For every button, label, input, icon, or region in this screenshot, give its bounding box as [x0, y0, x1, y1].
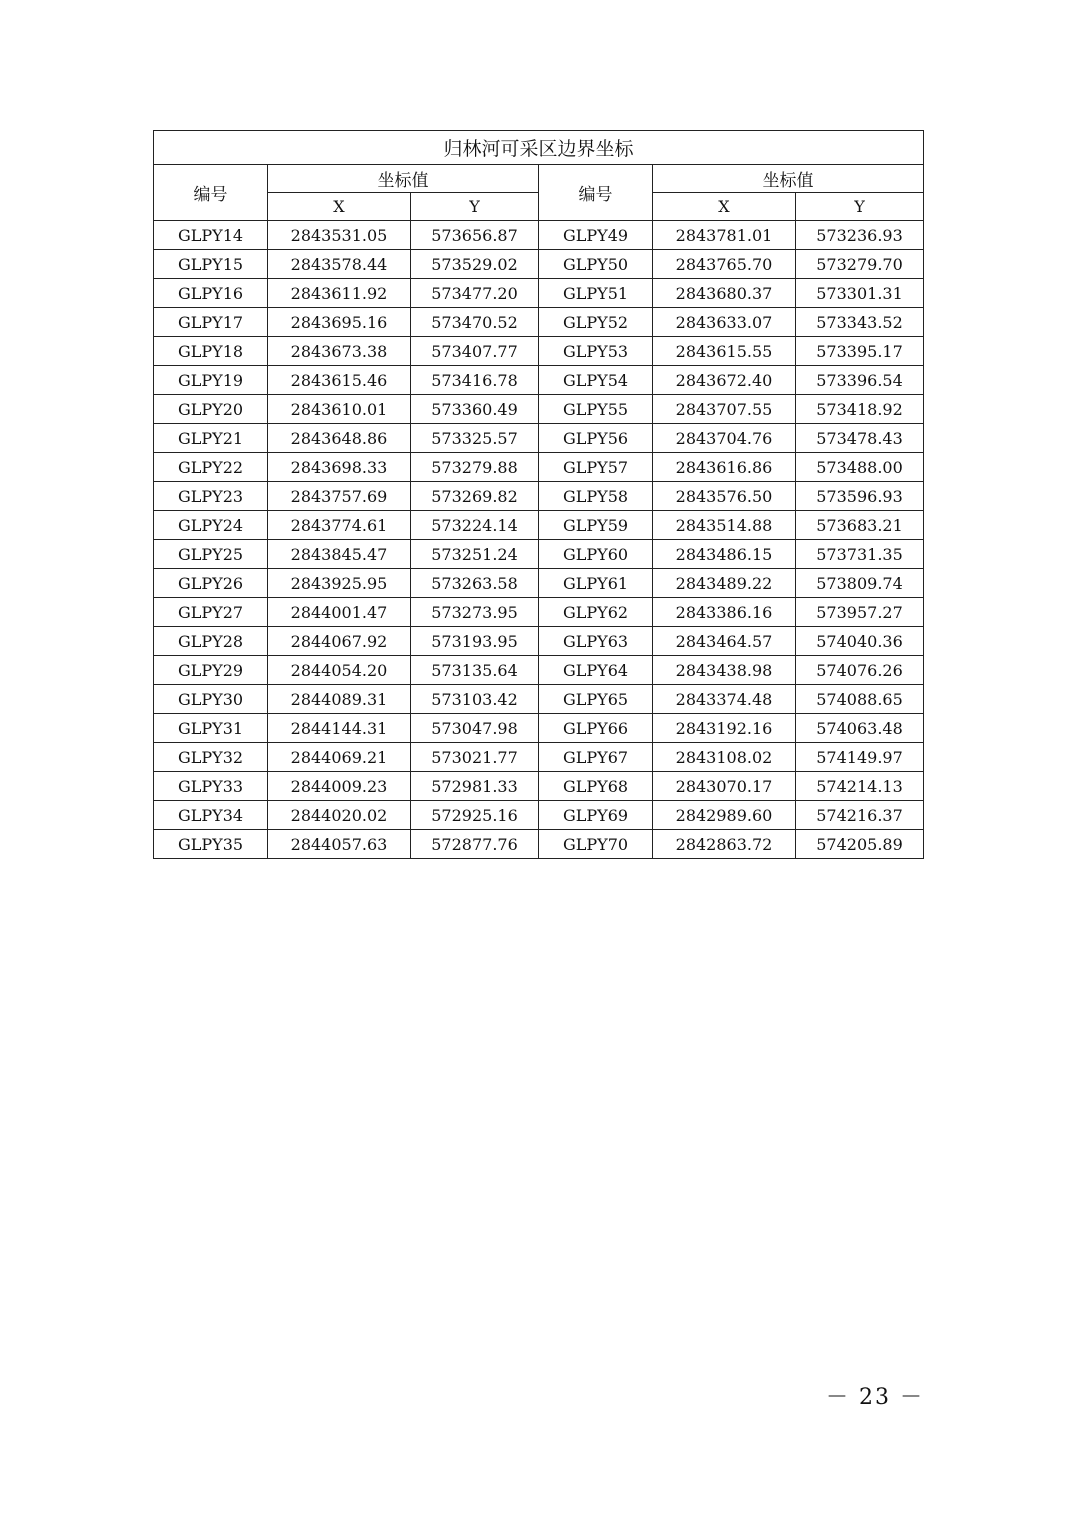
- x-value-left: 2844057.63: [268, 830, 411, 859]
- point-id-right: GLPY66: [539, 714, 653, 743]
- point-id-left: GLPY32: [154, 743, 268, 772]
- point-id-left: GLPY20: [154, 395, 268, 424]
- x-value-left: 2843648.86: [268, 424, 411, 453]
- y-value-left: 573273.95: [411, 598, 539, 627]
- x-value-left: 2844144.31: [268, 714, 411, 743]
- point-id-left: GLPY23: [154, 482, 268, 511]
- point-id-right: GLPY51: [539, 279, 653, 308]
- point-id-right: GLPY64: [539, 656, 653, 685]
- y-value-left: 573224.14: [411, 511, 539, 540]
- y-value-left: 573021.77: [411, 743, 539, 772]
- x-value-left: 2843845.47: [268, 540, 411, 569]
- x-value-left: 2843695.16: [268, 308, 411, 337]
- x-value-right: 2843438.98: [653, 656, 796, 685]
- y-value-right: 573809.74: [796, 569, 924, 598]
- x-value-left: 2844009.23: [268, 772, 411, 801]
- y-value-left: 573470.52: [411, 308, 539, 337]
- table-row: [154, 221, 924, 250]
- x-value-right: 2843386.16: [653, 598, 796, 627]
- y-value-right: 573343.52: [796, 308, 924, 337]
- x-value-left: 2844001.47: [268, 598, 411, 627]
- x-value-left: 2843531.05: [268, 221, 411, 250]
- y-value-right: 574205.89: [796, 830, 924, 859]
- x-value-right: 2843633.07: [653, 308, 796, 337]
- x-header-left: X: [268, 193, 411, 221]
- y-header-left: Y: [411, 193, 539, 221]
- point-id-right: GLPY63: [539, 627, 653, 656]
- point-id-left: GLPY16: [154, 279, 268, 308]
- point-id-right: GLPY49: [539, 221, 653, 250]
- table-row: [154, 279, 924, 308]
- y-value-right: 574214.13: [796, 772, 924, 801]
- boundary-coordinates-table: [153, 130, 924, 859]
- y-value-left: 573103.42: [411, 685, 539, 714]
- table-row: [154, 830, 924, 859]
- point-id-left: GLPY27: [154, 598, 268, 627]
- point-id-left: GLPY18: [154, 337, 268, 366]
- x-value-right: 2843672.40: [653, 366, 796, 395]
- y-value-right: 574088.65: [796, 685, 924, 714]
- y-value-right: 573596.93: [796, 482, 924, 511]
- point-id-right: GLPY61: [539, 569, 653, 598]
- id-header-left: 编号: [154, 165, 268, 221]
- table-row: [154, 569, 924, 598]
- table-row: [154, 482, 924, 511]
- y-value-left: 573193.95: [411, 627, 539, 656]
- table-row: [154, 250, 924, 279]
- x-value-left: 2843757.69: [268, 482, 411, 511]
- coord-header-right: 坐标值: [653, 165, 924, 193]
- point-id-left: GLPY31: [154, 714, 268, 743]
- x-value-left: 2844069.21: [268, 743, 411, 772]
- point-id-right: GLPY53: [539, 337, 653, 366]
- table-row: [154, 627, 924, 656]
- y-value-left: 573279.88: [411, 453, 539, 482]
- point-id-left: GLPY29: [154, 656, 268, 685]
- y-value-right: 573731.35: [796, 540, 924, 569]
- x-value-right: 2843704.76: [653, 424, 796, 453]
- point-id-right: GLPY52: [539, 308, 653, 337]
- x-value-right: 2843486.15: [653, 540, 796, 569]
- y-value-right: 573418.92: [796, 395, 924, 424]
- y-value-right: 573395.17: [796, 337, 924, 366]
- y-value-right: 574076.26: [796, 656, 924, 685]
- x-value-right: 2843765.70: [653, 250, 796, 279]
- y-value-right: 573396.54: [796, 366, 924, 395]
- y-value-right: 573301.31: [796, 279, 924, 308]
- x-value-right: 2843781.01: [653, 221, 796, 250]
- point-id-left: GLPY30: [154, 685, 268, 714]
- x-value-left: 2843698.33: [268, 453, 411, 482]
- table-row: [154, 714, 924, 743]
- x-value-right: 2843108.02: [653, 743, 796, 772]
- y-value-right: 574063.48: [796, 714, 924, 743]
- table-row: [154, 743, 924, 772]
- point-id-left: GLPY28: [154, 627, 268, 656]
- x-value-right: 2842989.60: [653, 801, 796, 830]
- page-number: － 23 －: [826, 1385, 924, 1410]
- table-row: [154, 395, 924, 424]
- y-value-left: 573529.02: [411, 250, 539, 279]
- point-id-right: GLPY68: [539, 772, 653, 801]
- y-value-left: 573407.77: [411, 337, 539, 366]
- id-header-right: 编号: [539, 165, 653, 221]
- point-id-left: GLPY15: [154, 250, 268, 279]
- y-value-left: 573416.78: [411, 366, 539, 395]
- table-row: [154, 308, 924, 337]
- x-value-left: 2843615.46: [268, 366, 411, 395]
- x-value-right: 2843514.88: [653, 511, 796, 540]
- y-value-right: 573488.00: [796, 453, 924, 482]
- point-id-right: GLPY58: [539, 482, 653, 511]
- point-id-right: GLPY65: [539, 685, 653, 714]
- x-value-right: 2843707.55: [653, 395, 796, 424]
- point-id-right: GLPY60: [539, 540, 653, 569]
- point-id-right: GLPY54: [539, 366, 653, 395]
- x-value-right: 2843576.50: [653, 482, 796, 511]
- y-value-right: 573478.43: [796, 424, 924, 453]
- point-id-left: GLPY22: [154, 453, 268, 482]
- point-id-right: GLPY50: [539, 250, 653, 279]
- table-row: [154, 366, 924, 395]
- table-row: [154, 337, 924, 366]
- table-row: [154, 801, 924, 830]
- point-id-left: GLPY33: [154, 772, 268, 801]
- x-value-right: 2843616.86: [653, 453, 796, 482]
- x-value-left: 2843578.44: [268, 250, 411, 279]
- x-value-right: 2843615.55: [653, 337, 796, 366]
- x-value-right: 2843192.16: [653, 714, 796, 743]
- point-id-left: GLPY14: [154, 221, 268, 250]
- x-value-left: 2843925.95: [268, 569, 411, 598]
- point-id-right: GLPY67: [539, 743, 653, 772]
- table-row: [154, 424, 924, 453]
- y-value-left: 573325.57: [411, 424, 539, 453]
- table-body: [154, 221, 924, 859]
- x-value-left: 2844067.92: [268, 627, 411, 656]
- y-value-left: 573269.82: [411, 482, 539, 511]
- point-id-left: GLPY19: [154, 366, 268, 395]
- point-id-left: GLPY21: [154, 424, 268, 453]
- point-id-left: GLPY26: [154, 569, 268, 598]
- y-value-right: 573279.70: [796, 250, 924, 279]
- x-value-left: 2844054.20: [268, 656, 411, 685]
- point-id-right: GLPY56: [539, 424, 653, 453]
- y-value-right: 574149.97: [796, 743, 924, 772]
- y-value-right: 574040.36: [796, 627, 924, 656]
- y-value-right: 573957.27: [796, 598, 924, 627]
- table-title: 归林河可采区边界坐标: [154, 131, 924, 165]
- point-id-left: GLPY35: [154, 830, 268, 859]
- x-header-right: X: [653, 193, 796, 221]
- x-value-left: 2844020.02: [268, 801, 411, 830]
- x-value-left: 2843774.61: [268, 511, 411, 540]
- x-value-right: 2843464.57: [653, 627, 796, 656]
- x-value-left: 2844089.31: [268, 685, 411, 714]
- x-value-right: 2843070.17: [653, 772, 796, 801]
- x-value-right: 2843489.22: [653, 569, 796, 598]
- y-value-left: 572877.76: [411, 830, 539, 859]
- table-row: [154, 540, 924, 569]
- x-value-right: 2843374.48: [653, 685, 796, 714]
- point-id-left: GLPY17: [154, 308, 268, 337]
- y-value-left: 573656.87: [411, 221, 539, 250]
- point-id-left: GLPY25: [154, 540, 268, 569]
- y-value-left: 572925.16: [411, 801, 539, 830]
- y-value-right: 573236.93: [796, 221, 924, 250]
- x-value-left: 2843610.01: [268, 395, 411, 424]
- y-value-left: 573263.58: [411, 569, 539, 598]
- y-value-left: 572981.33: [411, 772, 539, 801]
- table-row: [154, 685, 924, 714]
- x-value-left: 2843611.92: [268, 279, 411, 308]
- y-value-left: 573047.98: [411, 714, 539, 743]
- x-value-right: 2843680.37: [653, 279, 796, 308]
- point-id-right: GLPY70: [539, 830, 653, 859]
- y-header-right: Y: [796, 193, 924, 221]
- y-value-right: 573683.21: [796, 511, 924, 540]
- x-value-left: 2843673.38: [268, 337, 411, 366]
- point-id-left: GLPY34: [154, 801, 268, 830]
- table-row: [154, 453, 924, 482]
- x-value-right: 2842863.72: [653, 830, 796, 859]
- y-value-left: 573135.64: [411, 656, 539, 685]
- point-id-right: GLPY57: [539, 453, 653, 482]
- y-value-left: 573360.49: [411, 395, 539, 424]
- table-row: [154, 598, 924, 627]
- point-id-right: GLPY62: [539, 598, 653, 627]
- point-id-right: GLPY59: [539, 511, 653, 540]
- point-id-right: GLPY55: [539, 395, 653, 424]
- table-row: [154, 511, 924, 540]
- point-id-right: GLPY69: [539, 801, 653, 830]
- table-row: [154, 656, 924, 685]
- y-value-left: 573477.20: [411, 279, 539, 308]
- y-value-left: 573251.24: [411, 540, 539, 569]
- coord-header-left: 坐标值: [268, 165, 539, 193]
- y-value-right: 574216.37: [796, 801, 924, 830]
- table-row: [154, 772, 924, 801]
- point-id-left: GLPY24: [154, 511, 268, 540]
